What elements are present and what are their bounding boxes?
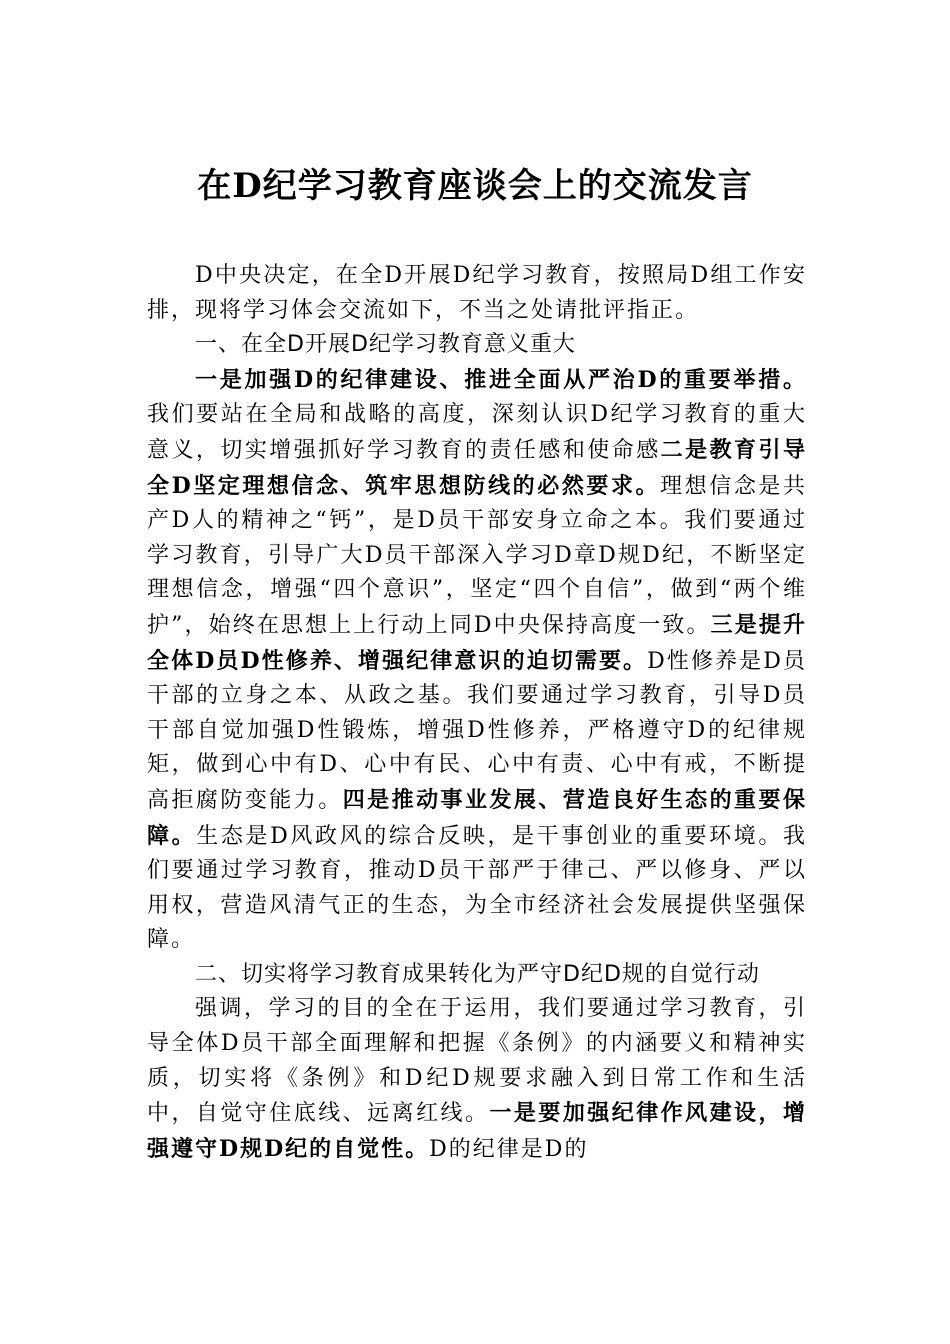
point-4-text: 生态是D风政风的综合反映，是干事创业的重要环境。我们要通过学习教育，推动D员干部严于律己、严以修身、严以用权，营造风清气正的生态，为全市经济社会发展提供坚强保障。 [147, 823, 807, 953]
intro-paragraph: D中央决定，在全D开展D纪学习教育，按照局D组工作安排，现将学习体会交流如下，不当之处请批评指正。 [147, 263, 807, 323]
section2-intro-text: 强调，学习的目的全在于运用，我们要通过学习教育，引导全体D员干部全面理解和把握《条例》的内涵要义和精神实质，切实将《条例》和D纪D规要求融入到日常工作和生活中，自觉守住底线、远离红线。 [147, 996, 807, 1127]
section1-paragraph [147, 363, 807, 958]
point-1-text: 我们要站在全局和战略的高度，深刻认识D纪学习教育的重大意义，切实增强抓好学习教育的责任感和使命感 [147, 402, 807, 463]
point-1-title: 一是加强D的纪律建设、推进全面从严治D的重要举措。 [195, 366, 807, 393]
section2-point-1-title: 一是要加强纪律作风建设，增强遵守D规D纪的自觉性。 [147, 1100, 807, 1162]
document-body [147, 259, 807, 1167]
point-2-title: 二是教育引导全D坚定理想信念、筑牢思想防线的必然要求。 [147, 436, 807, 499]
section2-paragraph [147, 992, 807, 1167]
point-4-title: 四是推动事业发展、营造良好生态的重要保障。 [147, 786, 807, 849]
section-heading-2: 二、切实将学习教育成果转化为严守D纪D规的自觉行动 [195, 961, 760, 987]
document-title: 在D纪学习教育座谈会上的交流发言 [197, 166, 753, 206]
section2-point-1-text: D的纪律是D的 [429, 1136, 589, 1162]
point-3-title: 三是提升全体D员D性修养、增强纪律意识的迫切需要。 [147, 611, 807, 674]
point-2-text: 理想信念是共产D人的精神之“钙”，是D员干部安身立命之本。我们要通过学习教育，引导广大D员干部深入学习D章D规D纪，不断坚定理想信念，增强“四个意识”，坚定“四个自信”，做到“两个维护”，始终在思想上上行动上同D中央保持高度一致。 [147, 473, 807, 638]
point-3-text: D性修养是D员干部的立身之本、从政之基。我们要通过学习教育，引导D员干部自觉加强D性锻炼，增强D性修养，严格遵守D的纪律规矩，做到心中有D、心中有民、心中有责、心中有戒，不断提高拒腐防变能力。 [147, 648, 807, 813]
section-heading-1: 一、在全D开展D纪学习教育意义重大 [195, 332, 576, 358]
